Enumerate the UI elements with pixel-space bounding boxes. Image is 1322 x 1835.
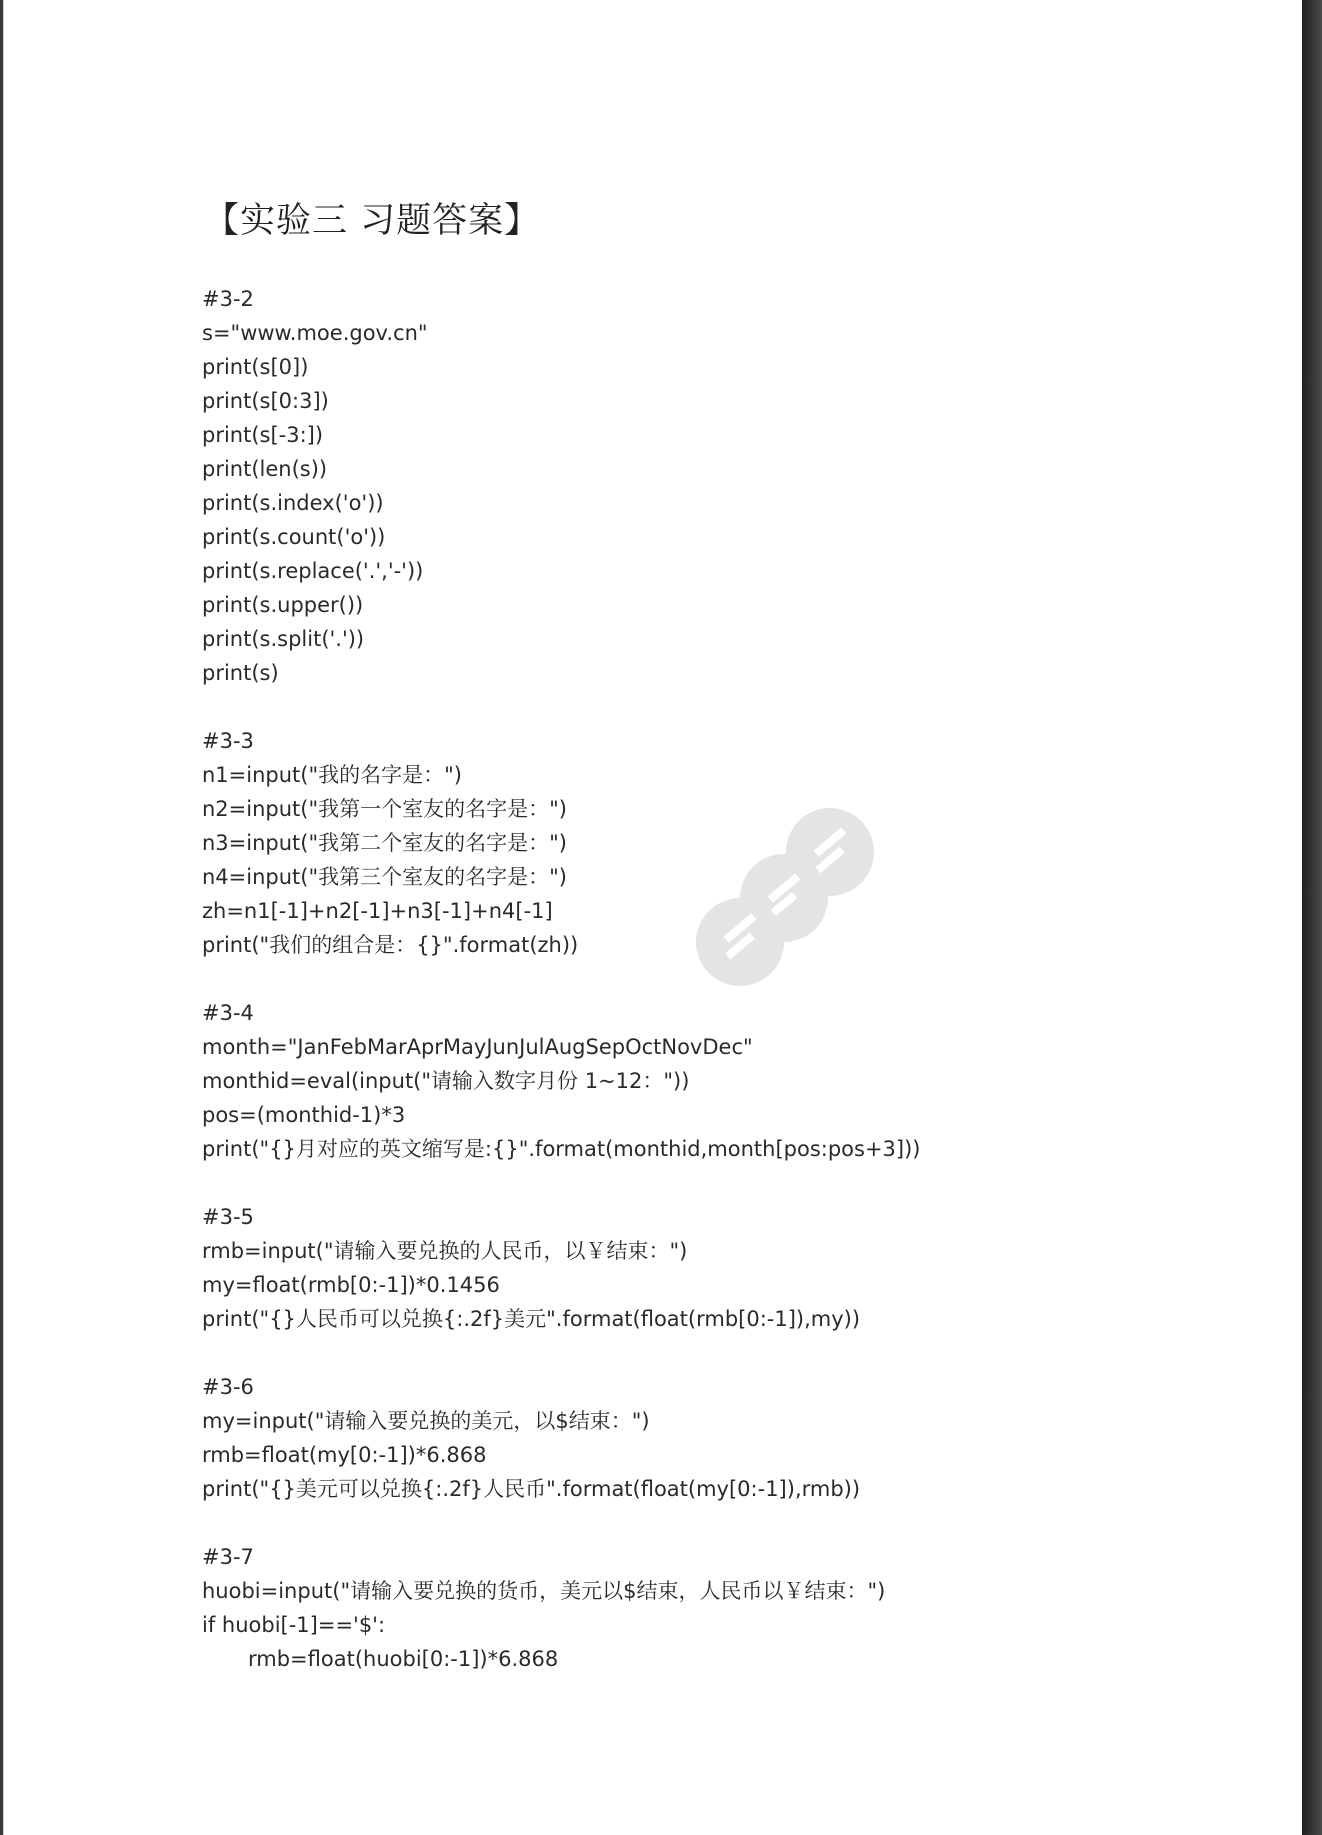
blank-line: [202, 1336, 1252, 1370]
code-line: zh=n1[-1]+n2[-1]+n3[-1]+n4[-1]: [202, 899, 553, 923]
code-line: print("我们的组合是：{}".format(zh)): [202, 933, 579, 957]
code-line: my=input("请输入要兑换的美元，以$结束："): [202, 1409, 650, 1433]
viewer-edge: [1302, 0, 1322, 1835]
code-line: rmb=input("请输入要兑换的人民币，以￥结束："): [202, 1239, 688, 1263]
code-line: print(s.count('o')): [202, 525, 386, 549]
code-line: #3-4: [202, 1001, 254, 1025]
code-line: if huobi[-1]=='$':: [202, 1613, 386, 1637]
code-line: s="www.moe.gov.cn": [202, 321, 428, 345]
code-line: print(s): [202, 661, 279, 685]
code-line: n2=input("我第一个室友的名字是："): [202, 797, 567, 821]
code-line: huobi=input("请输入要兑换的货币，美元以$结束，人民币以￥结束："): [202, 1579, 886, 1603]
blank-line: [202, 1166, 1252, 1200]
code-line: print(s[0]): [202, 355, 309, 379]
code-line: print("{}人民币可以兑换{:.2f}美元".format(float(rmb[0:-1]),my)): [202, 1307, 861, 1331]
code-line: my=float(rmb[0:-1])*0.1456: [202, 1273, 500, 1297]
page-title: 【实验三 习题答案】: [204, 201, 541, 241]
code-line: n1=input("我的名字是："): [202, 763, 462, 787]
code-line: rmb=float(my[0:-1])*6.868: [202, 1443, 487, 1467]
code-line: rmb=float(huobi[0:-1])*6.868: [248, 1647, 559, 1671]
code-line: print(s.index('o')): [202, 491, 384, 515]
code-line: #3-5: [202, 1205, 254, 1229]
code-line: monthid=eval(input("请输入数字月份 1~12：")): [202, 1069, 690, 1093]
document-page: [3, 0, 1303, 1835]
code-line: #3-6: [202, 1375, 254, 1399]
code-line: #3-3: [202, 729, 254, 753]
code-line: print("{}月对应的英文缩写是:{}".format(monthid,month[pos:pos+3])): [202, 1137, 921, 1161]
code-line: print(s[-3:]): [202, 423, 324, 447]
watermark-seal-icon: [692, 800, 892, 990]
code-line: #3-2: [202, 287, 254, 311]
code-line: print(s[0:3]): [202, 389, 329, 413]
code-line: n3=input("我第二个室友的名字是："): [202, 831, 567, 855]
code-line: print("{}美元可以兑换{:.2f}人民币".format(float(my[0:-1]),rmb)): [202, 1477, 861, 1501]
blank-line: [202, 690, 1252, 724]
code-line: pos=(monthid-1)*3: [202, 1103, 406, 1127]
code-line: print(s.upper()): [202, 593, 364, 617]
code-line: print(len(s)): [202, 457, 328, 481]
code-line: print(s.replace('.','-')): [202, 559, 424, 583]
code-line: #3-7: [202, 1545, 254, 1569]
code-line: print(s.split('.')): [202, 627, 365, 651]
code-line: n4=input("我第三个室友的名字是："): [202, 865, 567, 889]
code-line: month="JanFebMarAprMayJunJulAugSepOctNovDec": [202, 1035, 753, 1059]
blank-line: [202, 1506, 1252, 1540]
